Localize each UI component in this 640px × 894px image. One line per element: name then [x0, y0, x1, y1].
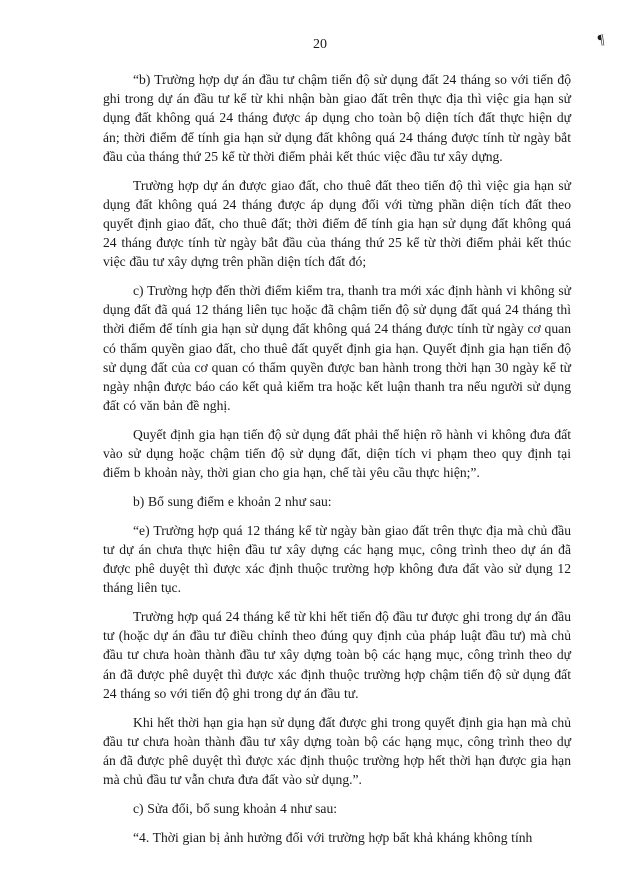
paragraph-24-month-delay: Trường hợp quá 24 tháng kể từ khi hết tiến độ đầu tư được ghi trong dự án đầu tư (hoặc dự án đầu tư điều chỉnh theo đúng quy định của pháp luật đầu tư) mà chủ đầu tư chưa hoàn thành đầu tư xây dựng toàn bộ các hạng mục, công trình theo dự án đã được phê duyệt thì được xác định thuộc trường hợp chậm tiến độ sử dụng đất 24 tháng so với tiến độ ghi trong dự án đầu tư. [103, 609, 571, 701]
paragraph-point-e: “e) Trường hợp quá 12 tháng kể từ ngày bàn giao đất trên thực địa mà chủ đầu tư dự án chưa thực hiện đầu tư xây dựng các hạng mục, công trình theo dự án đã được phê duyệt thì được xác định thuộc trường hợp không đưa đất vào sử dụng 12 tháng liên tục. [103, 522, 571, 596]
paragraph-point-b: “b) Trường hợp dự án đầu tư chậm tiến độ sử dụng đất 24 tháng so với tiến độ ghi trong dự án đầu tư kể từ khi nhận bàn giao đất trên thực địa thì việc gia hạn sử dụng đất không quá 24 tháng được áp dụng cho toàn bộ diện tích đất thực hiện dự án; thời điểm để tính gia hạn sử dụng đất không quá 24 tháng được tính từ ngày bắt đầu của tháng thứ 25 kể từ thời điểm phải kết thúc việc đầu tư xây dựng. [103, 72, 571, 164]
paragraph-phased-allocation: Trường hợp dự án được giao đất, cho thuê đất theo tiến độ thì việc gia hạn sử dụng đất không quá 24 tháng được áp dụng đối với từng phần diện tích đất theo quyết định giao đất, cho thuê đất; thời điểm để tính gia hạn sử dụng đất không quá 24 tháng được tính từ ngày bắt đầu của tháng thứ 25 kể từ thời điểm phải kết thúc việc đầu tư xây dựng trên phần diện tích đất đó; [103, 177, 571, 270]
paragraph-extension-decision: Quyết định gia hạn tiến độ sử dụng đất phải thể hiện rõ hành vi không đưa đất vào sử dụng hoặc chậm tiến độ sử dụng đất, diện tích vi phạm theo quy định tại điểm b khoản này, thời gian cho gia hạn, chế tài yêu cầu thực hiện;”. [103, 426, 571, 481]
paragraph-extension-expired: Khi hết thời hạn gia hạn sử dụng đất được ghi trong quyết định gia hạn mà chủ đầu tư chưa hoàn thành đầu tư xây dựng toàn bộ các hạng mục, công trình theo dự án đã được phê duyệt thì được xác định thuộc trường hợp hết thời hạn được gia hạn mà chủ đầu tư vẫn chưa đưa đất vào sử dụng.”. [103, 714, 571, 788]
paragraph-amend-clause-4: c) Sửa đổi, bổ sung khoản 4 như sau: [133, 800, 338, 816]
paragraph-point-c: c) Trường hợp đến thời điểm kiểm tra, thanh tra mới xác định hành vi không sử dụng đất đã quá 12 tháng liên tục hoặc đã chậm tiến độ sử dụng đất quá 24 tháng thì thời điểm để tính gia hạn sử dụng đất không quá 24 tháng được tính từ ngày cơ quan có thẩm quyền giao đất, cho thuê đất quyết định gia hạn. Quyết định gia hạn tiến độ sử dụng đất của cơ quan có thẩm quyền được ban hành trong thời hạn 30 ngày kể từ ngày nhận được báo cáo kết quả kiểm tra hoặc kết luận thanh tra nếu người sử dụng đất có văn bản đề nghị. [103, 283, 571, 414]
document-body [103, 70, 571, 856]
corner-mark: ¶ [596, 32, 606, 49]
page-number: 20 [313, 37, 327, 52]
paragraph-amend-point-e: b) Bổ sung điểm e khoản 2 như sau: [133, 494, 332, 510]
paragraph-clause-4: “4. Thời gian bị ảnh hưởng đối với trường hợp bất khả kháng không tính [133, 829, 533, 845]
